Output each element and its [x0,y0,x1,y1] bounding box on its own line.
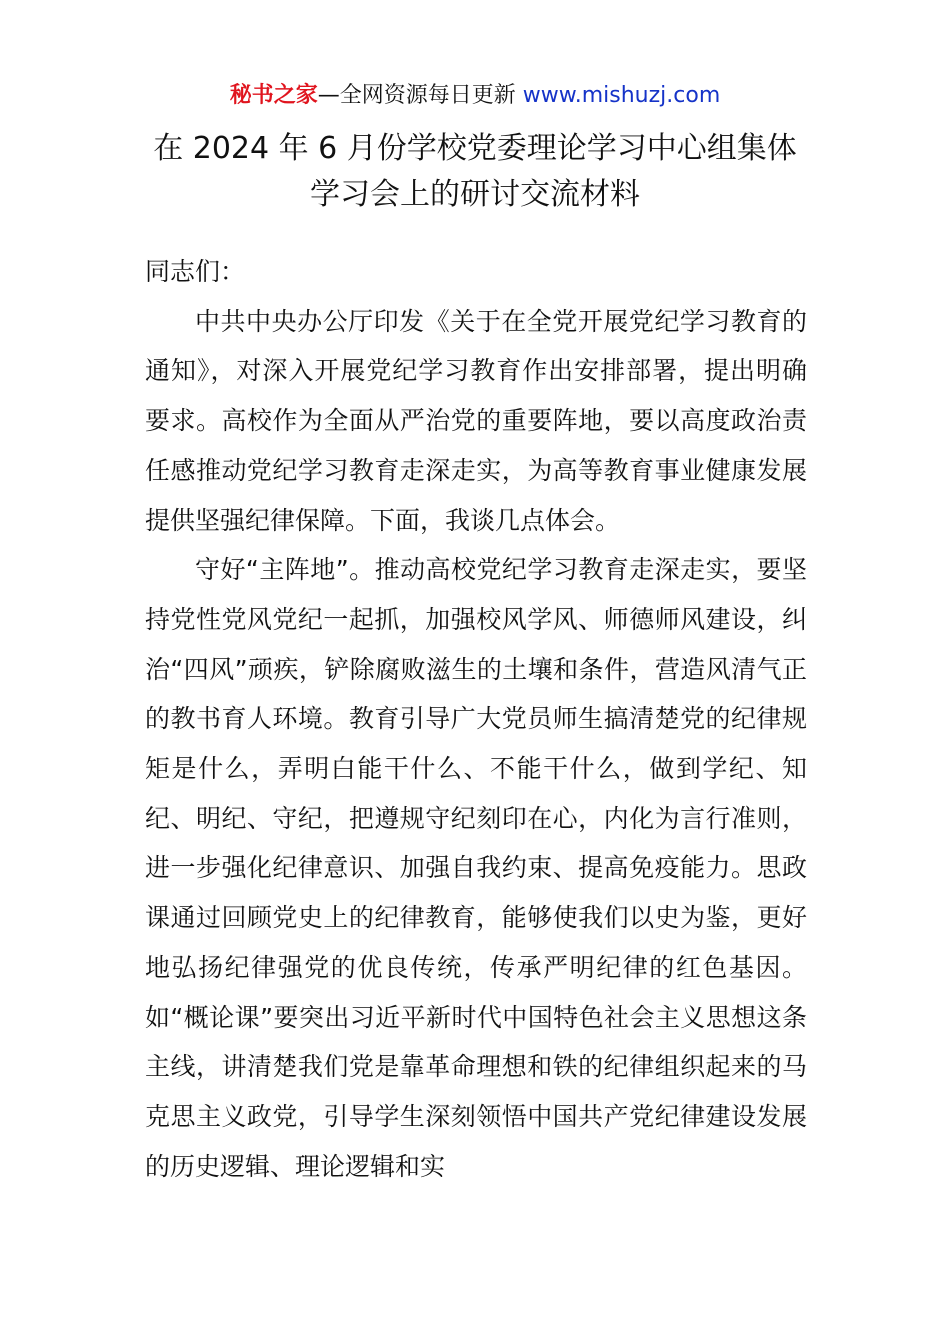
title-line-2: 学习会上的研讨交流材料 [310,177,640,212]
site-header [0,80,950,112]
title-line-1: 在 2024 年 6 月份学校党委理论学习中心组集体 [153,131,797,166]
site-url-link[interactable]: www.mishuzj.com [522,83,721,108]
document-title [0,126,950,218]
site-brand: 秘书之家 [229,83,318,108]
body-paragraph-2: 守好“主阵地”。推动高校党纪学习教育走深走实，要坚持党性党风党纪一起抓，加强校风学风、师德师风建设，纠治“四风”顽疾，铲除腐败滋生的土壤和条件，营造风清气正的教书育人环境。教育引导广大党员师生搞清楚党的纪律规矩是什么，弄明白能干什么、不能干什么，做到学纪、知纪、明纪、守纪，把遵规守纪刻印在心，内化为言行准则，进一步强化纪律意识、加强自我约束、提高免疫能力。思政课通过回顾党史上的纪律教育，能够使我们以史为鉴，更好地弘扬纪律强党的优良传统，传承严明纪律的红色基因。如“概论课”要突出习近平新时代中国特色社会主义思想这条主线，讲清楚我们党是靠革命理想和铁的纪律组织起来的马克思主义政党，引导学生深刻领悟中国共产党纪律建设发展的历史逻辑、理论逻辑和实 [145,555,807,1181]
salutation: 同志们： [145,257,246,286]
site-tagline: —全网资源每日更新 [317,83,523,108]
body-paragraph-1: 中共中央办公厅印发《关于在全党开展党纪学习教育的通知》，对深入开展党纪学习教育作出安排部署，提出明确要求。高校作为全面从严治党的重要阵地，要以高度政治责任感推动党纪学习教育走深走实，为高等教育事业健康发展提供坚强纪律保障。下面，我谈几点体会。 [145,306,807,535]
document-body [145,247,807,1191]
